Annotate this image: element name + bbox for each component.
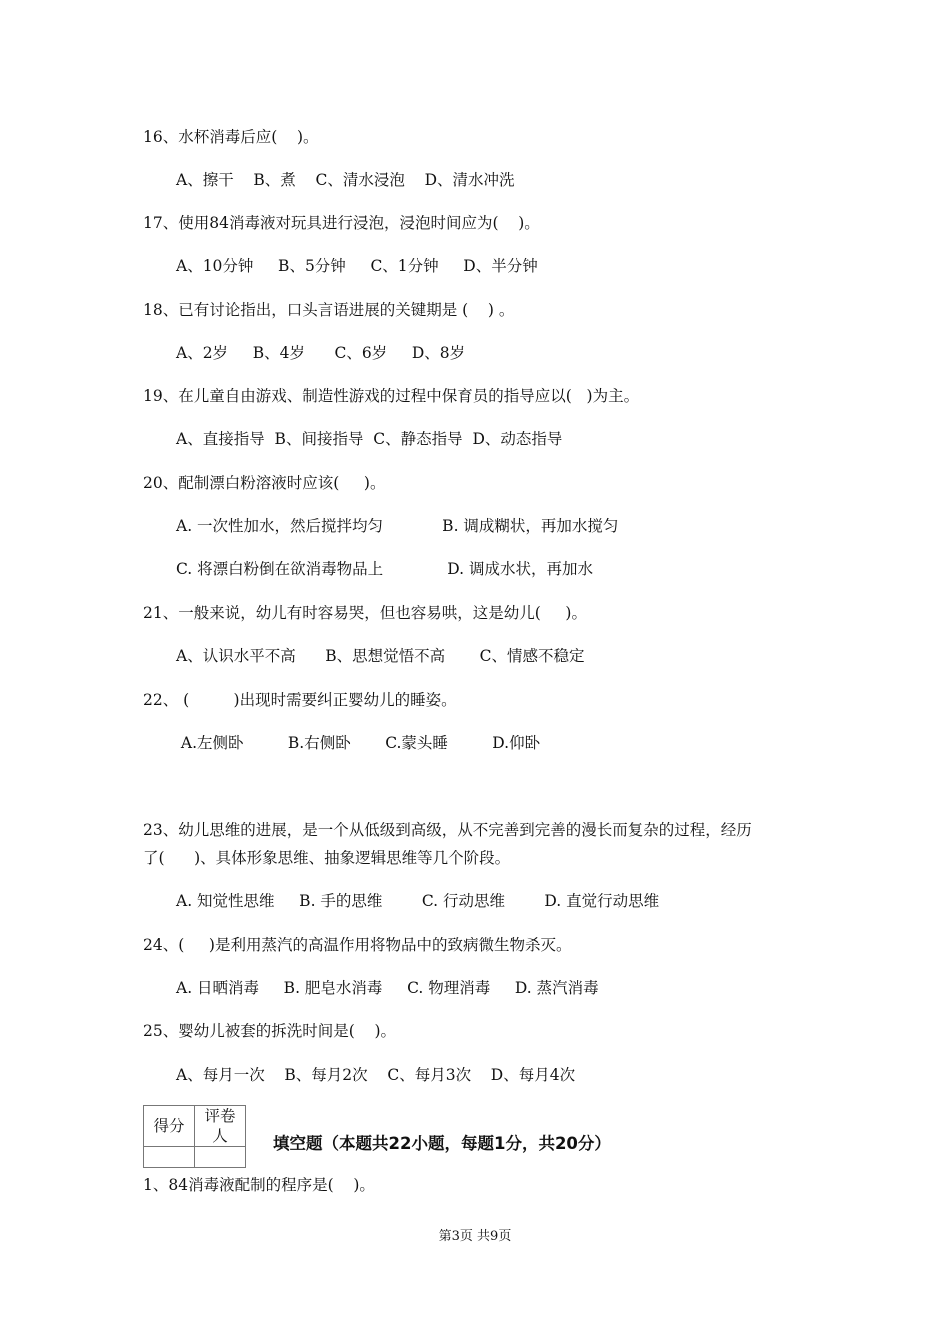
question-25-stem: 25、婴幼儿被套的拆洗时间是( )。 xyxy=(143,1022,397,1040)
question-23-stem: 23、幼儿思维的进展，是一个从低级到高级，从不完善到完善的漫长而复杂的过程，经历 xyxy=(143,821,752,839)
score-cell[interactable] xyxy=(144,1147,195,1168)
question-19-stem: 19、在儿童自由游戏、制造性游戏的过程中保育员的指导应以( )为主。 xyxy=(143,387,640,405)
grader-header: 评卷人 xyxy=(195,1106,246,1147)
question-17-options: A、10分钟 B、5分钟 C、1分钟 D、半分钟 xyxy=(176,257,538,275)
score-header: 得分 xyxy=(144,1106,195,1147)
question-23-options: A. 知觉性思维 B. 手的思维 C. 行动思维 D. 直觉行动思维 xyxy=(176,892,660,910)
grader-cell[interactable] xyxy=(195,1147,246,1168)
question-17-stem: 17、使用84消毒液对玩具进行浸泡，浸泡时间应为( )。 xyxy=(143,214,540,232)
question-24-stem: 24、( )是利用蒸汽的高温作用将物品中的致病微生物杀灭。 xyxy=(143,936,572,954)
section-title: 填空题（本题共22小题，每题1分，共20分） xyxy=(273,1134,611,1153)
question-25-options: A、每月一次 B、每月2次 C、每月3次 D、每月4次 xyxy=(176,1066,576,1084)
page-footer: 第3页 共9页 xyxy=(438,1229,512,1244)
question-20-options-1: A. 一次性加水，然后搅拌均匀 B. 调成糊状，再加水搅匀 xyxy=(176,517,619,535)
question-16-stem: 16、水杯消毒后应( )。 xyxy=(143,128,319,146)
question-18-options: A、2岁 B、4岁 C、6岁 D、8岁 xyxy=(176,344,466,362)
question-16-options: A、擦干 B、煮 C、清水浸泡 D、清水冲洗 xyxy=(176,171,515,189)
fill-question-1: 1、84消毒液配制的程序是( )。 xyxy=(143,1176,375,1194)
question-21-stem: 21、一般来说，幼儿有时容易哭，但也容易哄，这是幼儿( )。 xyxy=(143,604,587,622)
question-23-stem-cont: 了( )、具体形象思维、抽象逻辑思维等几个阶段。 xyxy=(143,849,511,867)
question-22-stem: 22、 ( )出现时需要纠正婴幼儿的睡姿。 xyxy=(143,691,457,709)
score-table xyxy=(143,1105,246,1168)
question-20-options-2: C. 将漂白粉倒在欲消毒物品上 D. 调成水状，再加水 xyxy=(176,560,593,578)
question-20-stem: 20、配制漂白粉溶液时应该( )。 xyxy=(143,474,386,492)
question-19-options: A、直接指导 B、间接指导 C、静态指导 D、动态指导 xyxy=(176,430,563,448)
question-22-options: A.左侧卧 B.右侧卧 C.蒙头睡 D.仰卧 xyxy=(176,734,541,752)
question-21-options: A、认识水平不高 B、思想觉悟不高 C、情感不稳定 xyxy=(176,647,585,665)
question-24-options: A. 日晒消毒 B. 肥皂水消毒 C. 物理消毒 D. 蒸汽消毒 xyxy=(176,979,599,997)
question-18-stem: 18、已有讨论指出，口头言语进展的关键期是 ( ) 。 xyxy=(143,301,515,319)
